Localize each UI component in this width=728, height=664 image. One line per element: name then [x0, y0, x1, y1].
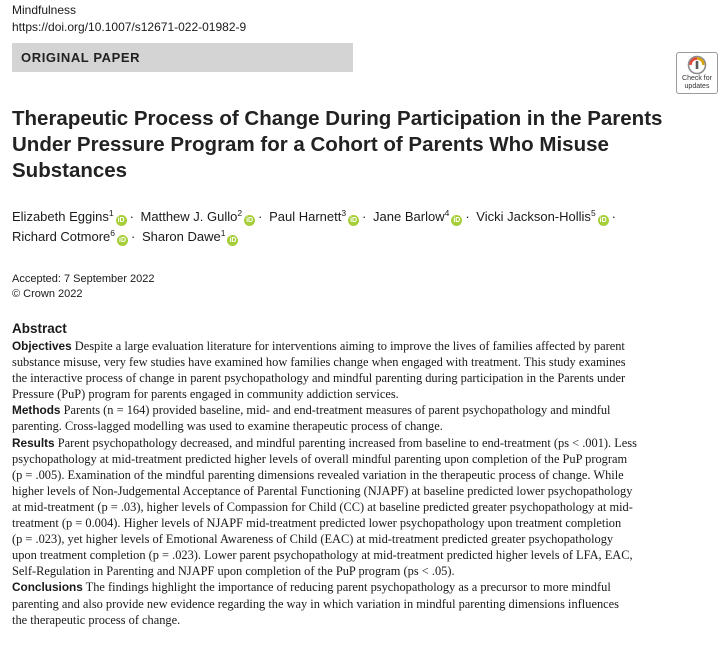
- author-separator: ·: [258, 209, 263, 224]
- affiliation-marker[interactable]: 1: [108, 208, 114, 218]
- title-line: Substances: [12, 159, 128, 182]
- orcid-icon[interactable]: iD: [453, 217, 461, 224]
- orcid-icon[interactable]: iD: [119, 237, 126, 244]
- abstract-line: substance misuse, very few studies have examined how families change when engaged with treatment. This study examines: [12, 355, 626, 370]
- abstract-text: Despite a large evaluation literature for interventions aiming to improve the lives of families affected by parent: [74, 339, 625, 353]
- title-line: Therapeutic Process of Change During Participation in the Parents: [12, 107, 663, 130]
- abstract-line: Self-Regulation in Parenting and NJAPF upon completion of the PuP program (ps < .05).: [12, 564, 455, 579]
- abstract-line: the interactive process of change in parent psychopathology and mindful parenting during participation in the Parents under: [12, 371, 626, 386]
- abstract-line: parenting. Cross-lagged modelling was used to examine therapeutic process of change.: [12, 419, 443, 434]
- affiliation-marker[interactable]: 2: [237, 208, 243, 218]
- abstract-line: treatment (p = 0.004). Higher levels of NJAPF mid-treatment predicted lower psychopathology upon treatment completion: [12, 516, 622, 531]
- abstract-text: Parent psychopathology decreased, and mindful parenting increased from baseline to end-treatment (ps < .001). Less: [57, 435, 637, 450]
- abstract-line: [12, 402, 718, 418]
- accepted-date: Accepted: 7 September 2022: [12, 273, 155, 285]
- abstract-line: (p = .023), yet higher levels of Emotional Awareness of Child (EAC) at mid-treatment predicted greater psychopathology: [12, 532, 614, 547]
- author-separator: ·: [611, 209, 617, 224]
- author-separator: ·: [362, 209, 367, 224]
- abstract-text: The findings highlight the importance of reducing parent psychopathology as a precursor to more mindful: [85, 580, 611, 595]
- author-name[interactable]: Elizabeth Eggins: [12, 209, 109, 224]
- abstract-body: [12, 338, 718, 628]
- badge-line-2: updates: [684, 83, 710, 90]
- author-separator: ·: [465, 209, 470, 224]
- abstract-line: at mid-treatment (p = .03), higher levels of Compassion for Child (CC) at baseline predicted greater psychopathology at mid-: [12, 499, 633, 514]
- conclusions-label: Conclusions: [12, 580, 83, 595]
- abstract-line: parenting and also provide new evidence regarding the way in which variation in mindful parenting dimensions influences: [12, 596, 619, 611]
- author-list: [12, 207, 712, 247]
- orcid-icon[interactable]: iD: [117, 217, 125, 224]
- title-line: Under Pressure Program for a Cohort of Parents Who Misuse: [12, 133, 609, 156]
- check-for-updates-icon: [687, 55, 707, 75]
- abstract-line: [12, 338, 718, 354]
- author-name[interactable]: Richard Cotmore: [12, 229, 111, 244]
- check-for-updates-badge[interactable]: [676, 52, 718, 94]
- methods-label: Methods: [12, 403, 61, 418]
- paper-title: [12, 106, 663, 184]
- author-name[interactable]: Matthew J. Gullo: [140, 209, 238, 224]
- affiliation-marker[interactable]: 6: [110, 228, 115, 238]
- abstract-line: higher levels of Non-Judgemental Acceptance of Parental Functioning (NJAPF) at baseline predicted lower psychopathology: [12, 483, 633, 498]
- abstract-line: Pressure (PuP) program for parents engaged in community addiction services.: [12, 387, 399, 402]
- orcid-icon[interactable]: iD: [350, 217, 358, 224]
- abstract-heading: Abstract: [12, 321, 67, 336]
- results-label: Results: [12, 435, 55, 450]
- author-separator: ·: [131, 229, 136, 244]
- author-name[interactable]: Vicki Jackson-Hollis: [476, 209, 591, 224]
- affiliation-marker[interactable]: 1: [220, 228, 226, 238]
- orcid-icon[interactable]: iD: [229, 237, 237, 244]
- abstract-line: (p = .005). Examination of the mindful parenting dimensions revealed variation in the therapeutic process of change. While: [12, 467, 624, 482]
- author-separator: ·: [129, 209, 134, 224]
- abstract-line: upon treatment completion (p = .023). Lower parent psychopathology at mid-treatment predicted higher levels of LFA, EAC,: [12, 548, 633, 563]
- author-line: [12, 227, 712, 247]
- author-name[interactable]: Paul Harnett: [269, 209, 342, 224]
- abstract-text: Parents (n = 164) provided baseline, mid- and end-treatment measures of parent psychopathology and mindful: [63, 403, 611, 418]
- author-line: [12, 207, 712, 227]
- abstract-line: [12, 435, 718, 451]
- abstract-line: [12, 579, 718, 595]
- affiliation-marker[interactable]: 4: [444, 208, 450, 218]
- badge-line-1: Check for: [682, 75, 712, 82]
- orcid-icon[interactable]: iD: [599, 217, 607, 224]
- author-name[interactable]: Jane Barlow: [373, 209, 445, 224]
- copyright-line: © Crown 2022: [12, 288, 83, 300]
- author-name[interactable]: Sharon Dawe: [141, 229, 221, 244]
- affiliation-marker[interactable]: 3: [341, 208, 347, 218]
- doi-link[interactable]: https://doi.org/10.1007/s12671-022-01982-9: [12, 20, 247, 34]
- abstract-line: the therapeutic process of change.: [12, 612, 181, 627]
- article-dates: [12, 272, 154, 302]
- article-type-banner: ORIGINAL PAPER: [12, 43, 353, 72]
- journal-name: Mindfulness: [12, 3, 77, 17]
- objectives-label: Objectives: [12, 339, 72, 353]
- orcid-icon[interactable]: iD: [246, 217, 254, 224]
- abstract-line: psychopathology at mid-treatment predicted higher levels of overall mindful parenting upon completion of the PuP program: [12, 451, 628, 466]
- affiliation-marker[interactable]: 5: [590, 208, 596, 218]
